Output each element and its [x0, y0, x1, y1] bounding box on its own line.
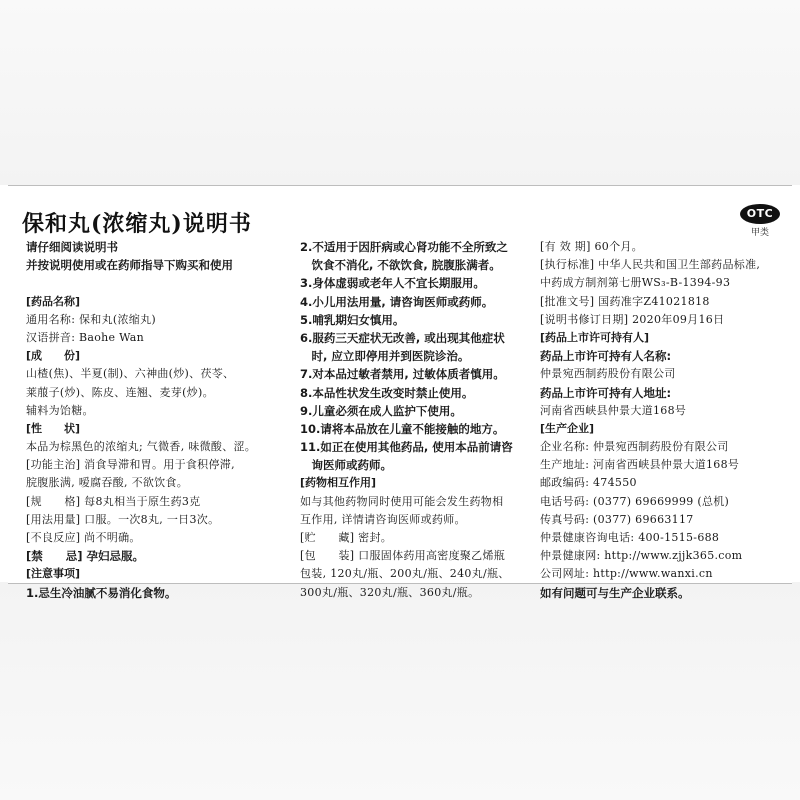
text-line: 并按说明使用或在药师指导下购买和使用	[26, 258, 233, 273]
text-line: 药品上市许可持有人名称:	[540, 349, 672, 364]
text-line: 河南省西峡县仲景大道168号	[540, 403, 687, 417]
column-right	[540, 238, 780, 602]
text-line: [贮 藏] 密封。	[300, 531, 393, 544]
text-line: 询医师或药师。	[300, 458, 392, 473]
text-line: 7.对本品过敏者禁用, 过敏体质者慎用。	[300, 367, 505, 382]
text-line: [禁 忌] 孕妇忌服。	[26, 549, 145, 564]
text-line: 脘腹胀满, 嗳腐吞酸, 不欲饮食。	[26, 476, 189, 490]
text-line: 仲景宛西制药股份有限公司	[540, 367, 676, 381]
text-line: 11.如正在使用其他药品, 使用本品前请咨	[300, 440, 513, 455]
text-line: 1.忌生冷油腻不易消化食物。	[26, 585, 177, 600]
text-line: [用法用量] 口服。一次8丸, 一日3次。	[26, 512, 220, 526]
otc-mark	[738, 202, 782, 240]
section-heading: [药物相互作用]	[300, 476, 377, 490]
text-line: 300丸/瓶、320丸/瓶、360丸/瓶。	[300, 585, 480, 599]
otc-class-label: 甲类	[750, 228, 769, 238]
text-line: 莱菔子(炒)、陈皮、连翘、麦芽(炒)。	[26, 385, 214, 399]
text-line: 辅料为饴糖。	[26, 403, 94, 417]
text-line: 汉语拼音: Baohe Wan	[26, 330, 145, 344]
text-line: 5.哺乳期妇女慎用。	[300, 312, 405, 327]
text-line: 传真号码: (0377) 69663117	[540, 512, 694, 526]
text-line: 3.身体虚弱或老年人不宜长期服用。	[300, 276, 485, 291]
otc-badge-icon: OTC	[740, 204, 780, 224]
text-line: 包装, 120丸/瓶、200丸/瓶、240丸/瓶、	[300, 567, 510, 581]
text-line: [包 装] 口服固体药用高密度聚乙烯瓶	[300, 549, 506, 563]
text-line: 本品为棕黑色的浓缩丸; 气微香, 味微酸、涩。	[26, 440, 257, 454]
text-line: 请仔细阅读说明书	[26, 240, 118, 254]
section-heading: [成 份]	[26, 349, 81, 363]
text-line: 通用名称: 保和丸(浓缩丸)	[26, 312, 156, 326]
text-line: [有 效 期] 60个月。	[540, 240, 643, 253]
text-line: 生产地址: 河南省西峡县仲景大道168号	[540, 458, 740, 472]
text-line: 药品上市许可持有人地址:	[540, 385, 672, 400]
text-line: 4.小儿用法用量, 请咨询医师或药师。	[300, 294, 494, 309]
document-title: 保和丸(浓缩丸)说明书	[22, 211, 252, 237]
section-heading: [性 状]	[26, 421, 81, 435]
text-line: 10.请将本品放在儿童不能接触的地方。	[300, 421, 505, 436]
column-left	[26, 238, 288, 602]
text-line: [功能主治] 消食导滞和胃。用于食积停滞,	[26, 458, 235, 472]
text-line	[26, 274, 288, 292]
section-heading: [生产企业]	[540, 421, 595, 435]
text-line: [不良反应] 尚不明确。	[26, 531, 141, 544]
text-line: 邮政编码: 474550	[540, 476, 637, 490]
text-line: 如有问题可与生产企业联系。	[540, 585, 690, 600]
text-line: 2.不适用于因肝病或心肾功能不全所致之	[300, 240, 508, 254]
text-line: 时, 应立即停用并到医院诊治。	[300, 349, 470, 364]
text-line: 企业名称: 仲景宛西制药股份有限公司	[540, 440, 729, 454]
text-line: [批准文号] 国药准字Z41021818	[540, 294, 710, 308]
text-line: 9.儿童必须在成人监护下使用。	[300, 403, 462, 418]
text-line: [规 格] 每8丸相当于原生药3克	[26, 494, 201, 508]
text-line: [说明书修订日期] 2020年09月16日	[540, 312, 725, 326]
text-line: 6.服药三天症状无改善, 或出现其他症状	[300, 330, 505, 345]
text-line: 8.本品性状发生改变时禁止使用。	[300, 385, 474, 400]
text-line: 山楂(焦)、半夏(制)、六神曲(炒)、茯苓、	[26, 367, 235, 381]
text-line: 电话号码: (0377) 69669999 (总机)	[540, 494, 730, 508]
text-line: 仲景健康网: http://www.zjjk365.com	[540, 549, 743, 563]
column-middle	[300, 238, 538, 602]
section-heading: [药品名称]	[26, 294, 81, 308]
background-top	[0, 0, 800, 185]
text-line: 仲景健康咨询电话: 400-1515-688	[540, 531, 720, 544]
text-line: 如与其他药物同时使用可能会发生药物相	[300, 494, 504, 508]
text-line: 中药成方制剂第七册WS₃-B-1394-93	[540, 276, 731, 290]
text-line: 公司网址: http://www.wanxi.cn	[540, 567, 713, 581]
text-line: 饮食不消化, 不欲饮食, 脘腹胀满者。	[300, 258, 501, 273]
section-heading: [注意事项]	[26, 567, 81, 581]
background-bottom	[0, 582, 800, 800]
section-heading: [药品上市许可持有人]	[540, 330, 650, 344]
text-line: 互作用, 详情请咨询医师或药师。	[300, 512, 466, 526]
text-line: [执行标准] 中华人民共和国卫生部药品标准,	[540, 258, 761, 272]
